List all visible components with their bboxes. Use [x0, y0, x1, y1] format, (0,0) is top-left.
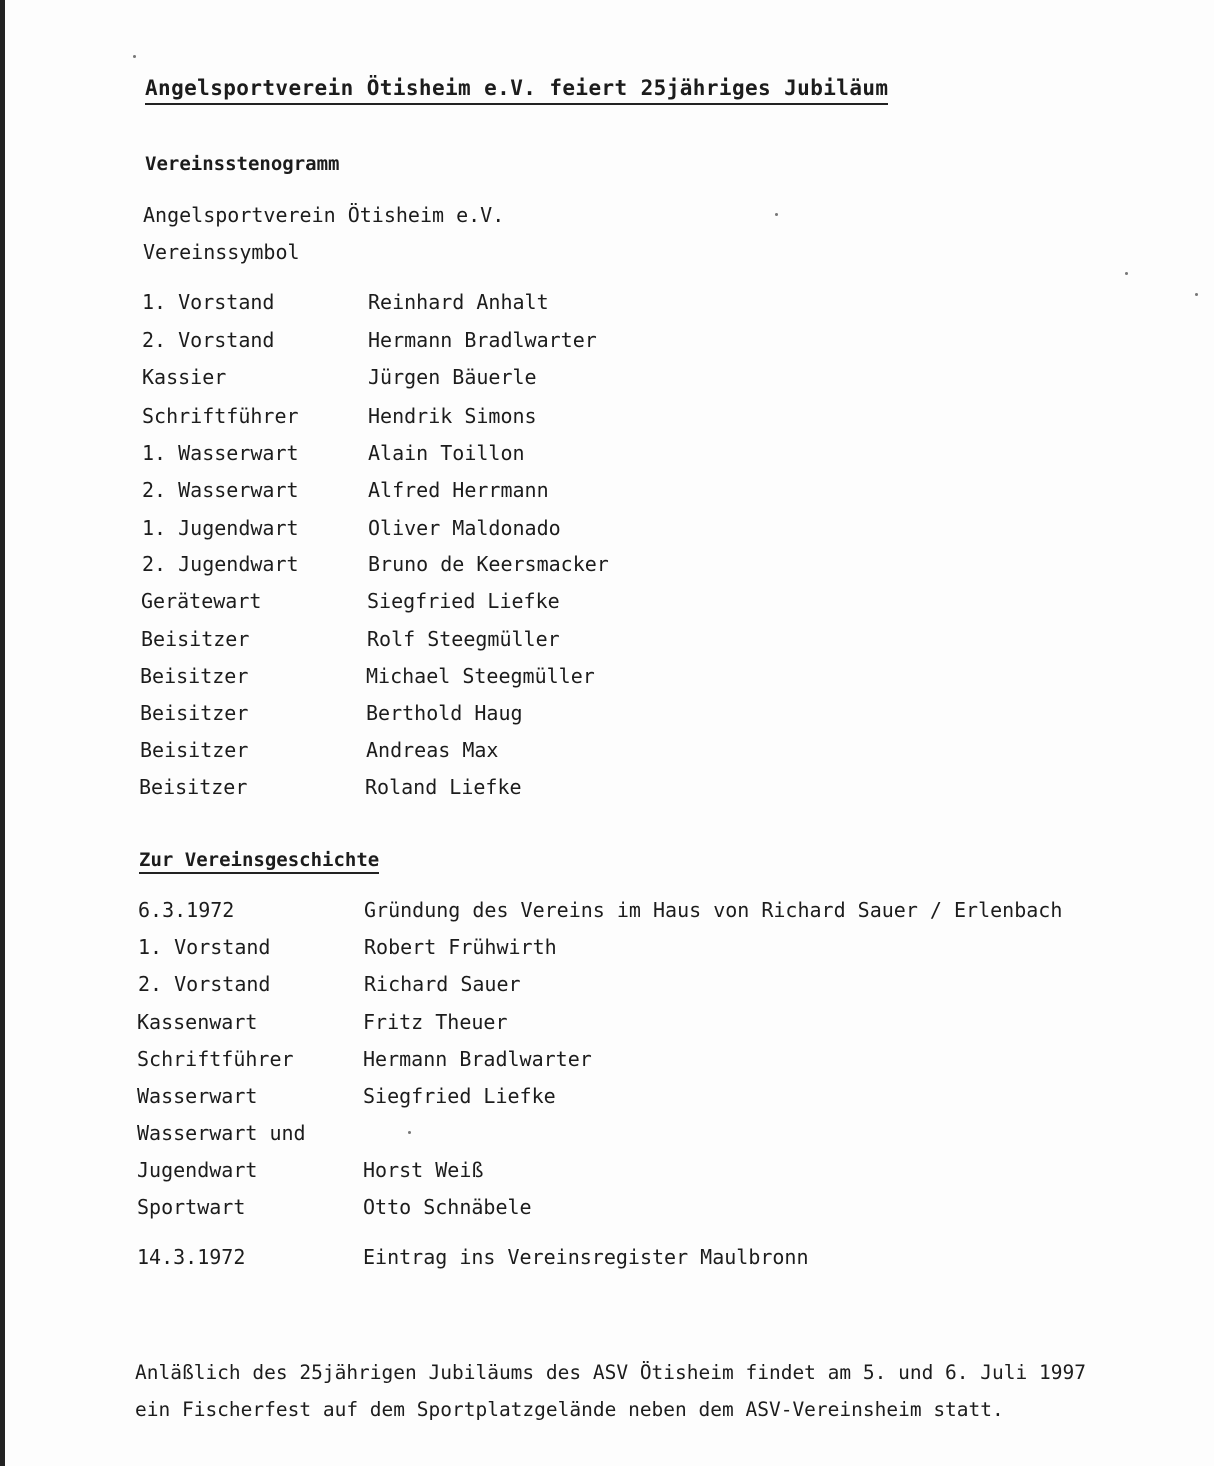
- club-symbol-label: Vereinssymbol: [143, 240, 300, 264]
- steno-role: 1. Jugendwart: [142, 516, 299, 540]
- steno-role: 2. Wasserwart: [142, 478, 299, 502]
- steno-name: Oliver Maldonado: [368, 516, 561, 540]
- steno-heading: Vereinsstenogramm: [145, 153, 340, 175]
- steno-name: Alain Toillon: [368, 441, 525, 465]
- steno-role: Beisitzer: [140, 664, 249, 688]
- history-value: Robert Frühwirth: [364, 935, 557, 959]
- history-label: 1. Vorstand: [138, 935, 271, 959]
- scan-speck: [408, 1131, 411, 1134]
- steno-role: 2. Vorstand: [142, 328, 275, 352]
- steno-role: 1. Wasserwart: [142, 441, 299, 465]
- history-label: 6.3.1972: [138, 898, 235, 922]
- history-label: Jugendwart: [137, 1158, 258, 1182]
- steno-name: Bruno de Keersmacker: [368, 552, 609, 576]
- steno-name: Berthold Haug: [366, 701, 523, 725]
- scan-speck: [1125, 272, 1128, 275]
- steno-role: Gerätewart: [141, 589, 262, 613]
- history-value: Eintrag ins Vereinsregister Maulbronn: [363, 1245, 809, 1269]
- history-value: Fritz Theuer: [363, 1010, 508, 1034]
- club-name: Angelsportverein Ötisheim e.V.: [143, 203, 505, 227]
- history-label: Sportwart: [137, 1195, 246, 1219]
- steno-name: Hermann Bradlwarter: [368, 328, 597, 352]
- history-value: Hermann Bradlwarter: [363, 1047, 592, 1071]
- steno-name: Michael Steegmüller: [366, 664, 595, 688]
- scan-edge: [0, 0, 5, 1466]
- history-label: 14.3.1972: [137, 1245, 246, 1269]
- steno-role: Beisitzer: [141, 627, 250, 651]
- history-label: Wasserwart: [137, 1084, 258, 1108]
- steno-role: Beisitzer: [139, 775, 248, 799]
- steno-role: 1. Vorstand: [142, 290, 275, 314]
- closing-line-2: ein Fischerfest auf dem Sportplatzgelände neben dem ASV-Vereinsheim statt.: [135, 1398, 1004, 1421]
- steno-role: Beisitzer: [140, 738, 249, 762]
- steno-name: Siegfried Liefke: [367, 589, 560, 613]
- scan-speck: [1195, 293, 1198, 296]
- steno-role: Schriftführer: [142, 404, 299, 428]
- history-label: Schriftführer: [137, 1047, 294, 1071]
- steno-name: Alfred Herrmann: [368, 478, 549, 502]
- steno-role: Kassier: [142, 365, 227, 389]
- history-label: 2. Vorstand: [138, 972, 271, 996]
- history-value: Horst Weiß: [363, 1158, 484, 1182]
- steno-name: Hendrik Simons: [368, 404, 537, 428]
- history-heading: Zur Vereinsgeschichte: [139, 849, 379, 874]
- steno-name: Jürgen Bäuerle: [368, 365, 537, 389]
- steno-role: 2. Jugendwart: [142, 552, 299, 576]
- document-title: Angelsportverein Ötisheim e.V. feiert 25jähriges Jubiläum: [145, 76, 888, 105]
- history-value: Otto Schnäbele: [363, 1195, 532, 1219]
- closing-line-1: Anläßlich des 25jährigen Jubiläums des ASV Ötisheim findet am 5. und 6. Juli 1997: [135, 1361, 1086, 1384]
- history-value: Siegfried Liefke: [363, 1084, 556, 1108]
- history-value: Gründung des Vereins im Haus von Richard Sauer / Erlenbach: [364, 898, 1063, 922]
- history-value: Richard Sauer: [364, 972, 521, 996]
- scan-speck: [133, 55, 136, 58]
- scan-speck: [775, 213, 778, 216]
- history-label: Kassenwart: [137, 1010, 258, 1034]
- history-label: Wasserwart und: [137, 1121, 306, 1145]
- steno-name: Reinhard Anhalt: [368, 290, 549, 314]
- steno-name: Roland Liefke: [365, 775, 522, 799]
- steno-name: Rolf Steegmüller: [367, 627, 560, 651]
- steno-role: Beisitzer: [140, 701, 249, 725]
- steno-name: Andreas Max: [366, 738, 499, 762]
